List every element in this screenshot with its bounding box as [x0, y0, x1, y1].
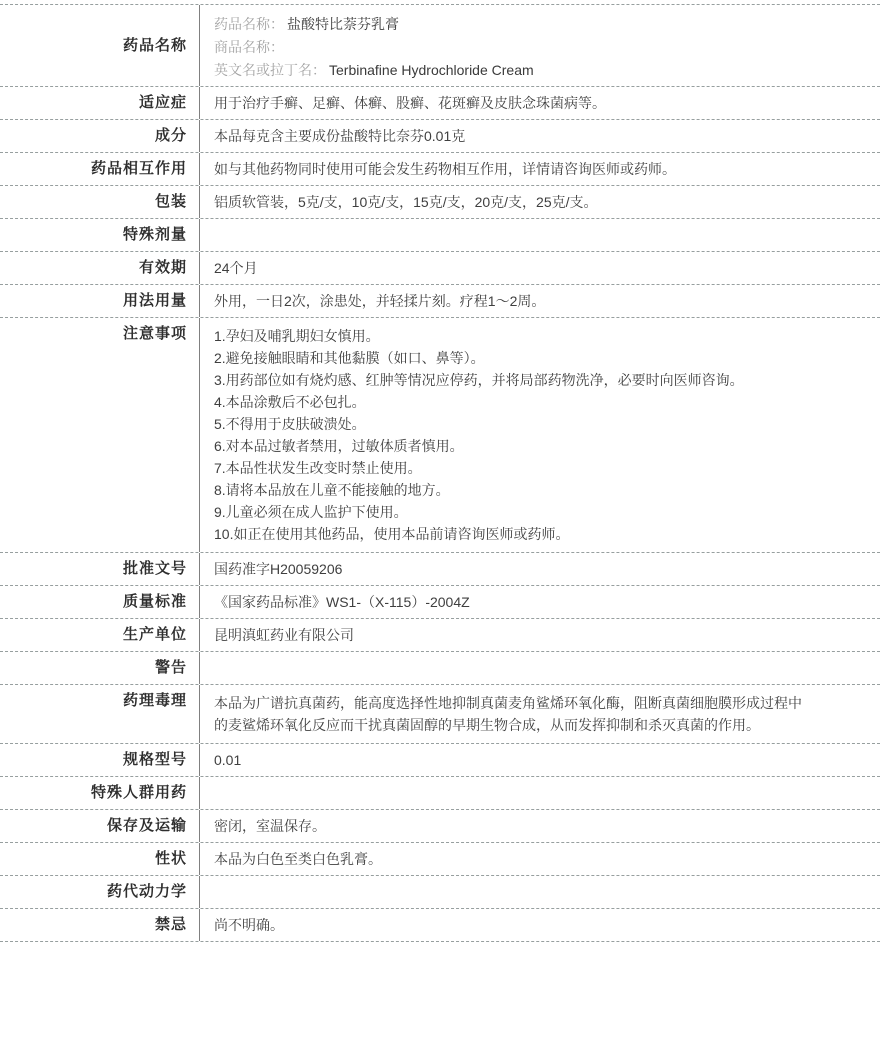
row-label: 特殊人群用药: [0, 777, 200, 809]
drug-spec-table: [0, 4, 880, 942]
table-row-drug-name: [0, 5, 880, 87]
row-label: 保存及运输: [0, 810, 200, 842]
english-name-value: Terbinafine Hydrochloride Cream: [329, 62, 534, 78]
row-content: 外用，一日2次，涂患处，并轻揉片刻。疗程1～2周。: [214, 293, 546, 309]
precaution-item: 9.儿童必须在成人监护下使用。: [214, 504, 408, 520]
precaution-item: 3.用药部位如有烧灼感、红肿等情况应停药，并将局部药物洗净，必要时向医师咨询。: [214, 372, 744, 388]
row-label: 成分: [0, 120, 200, 152]
table-row-drug-interactions: [0, 153, 880, 186]
table-row-shelf-life: [0, 252, 880, 285]
table-row-packaging: [0, 186, 880, 219]
row-content: [200, 777, 880, 809]
row-label: 生产单位: [0, 619, 200, 651]
row-content: 0.01: [214, 752, 242, 768]
precaution-item: 7.本品性状发生改变时禁止使用。: [214, 460, 422, 476]
row-content: 昆明滇虹药业有限公司: [214, 627, 354, 643]
row-content: [200, 219, 880, 251]
row-content: [200, 318, 880, 552]
row-content: 用于治疗手癣、足癣、体癣、股癣、花斑癣及皮肤念珠菌病等。: [214, 95, 606, 111]
row-content: 《国家药品标准》WS1-（X-115）-2004Z: [214, 594, 470, 610]
precaution-item: 8.请将本品放在儿童不能接触的地方。: [214, 482, 450, 498]
table-row-precautions: [0, 318, 880, 553]
table-row-specification: [0, 744, 880, 777]
precaution-item: 2.避免接触眼睛和其他黏膜（如口、鼻等）。: [214, 350, 485, 366]
row-label: 用法用量: [0, 285, 200, 317]
english-name-prefix: 英文名或拉丁名：: [214, 62, 326, 78]
drug-name-value: 盐酸特比萘芬乳膏: [287, 16, 399, 32]
table-row-quality-standard: [0, 586, 880, 619]
row-label: 药代动力学: [0, 876, 200, 908]
row-label: 药品相互作用: [0, 153, 200, 185]
table-row-usage-dosage: [0, 285, 880, 318]
row-content: 如与其他药物同时使用可能会发生药物相互作用，详情请咨询医师或药师。: [214, 161, 676, 177]
table-row-indications: [0, 87, 880, 120]
row-label: 性状: [0, 843, 200, 875]
row-content: [200, 876, 880, 908]
row-label: 有效期: [0, 252, 200, 284]
row-content: 本品为广谱抗真菌药，能高度选择性地抑制真菌麦角鲨烯环氧化酶，阻断真菌细胞膜形成过程中的麦鲨烯环氧化反应而干扰真菌固醇的早期生物合成，从而发挥抑制和杀灭真菌的作用。: [214, 695, 802, 733]
table-row-contraindications: [0, 909, 880, 942]
row-label: 适应症: [0, 87, 200, 119]
row-content: 国药准字H20059206: [214, 561, 343, 577]
precaution-item: 4.本品涂敷后不必包扎。: [214, 394, 366, 410]
row-label: 特殊剂量: [0, 219, 200, 251]
row-content: 24个月: [214, 260, 258, 276]
english-name-line: [214, 59, 854, 82]
table-row-manufacturer: [0, 619, 880, 652]
row-label: 规格型号: [0, 744, 200, 776]
row-content: 本品每克含主要成份盐酸特比奈芬0.01克: [214, 128, 466, 144]
row-content: [200, 5, 880, 86]
row-label: 注意事项: [0, 318, 200, 552]
table-row-ingredients: [0, 120, 880, 153]
drug-name-prefix: 药品名称：: [214, 16, 284, 32]
table-row-special-populations: [0, 777, 880, 810]
row-content: 铝质软管装，5克/支，10克/支，15克/支，20克/支，25克/支。: [214, 194, 598, 210]
row-label: 药品名称: [0, 5, 200, 86]
table-row-pharmacokinetics: [0, 876, 880, 909]
table-row-description: [0, 843, 880, 876]
row-label: 质量标准: [0, 586, 200, 618]
precaution-item: 5.不得用于皮肤破溃处。: [214, 416, 366, 432]
row-label: 包装: [0, 186, 200, 218]
drug-name-line: [214, 13, 854, 36]
precaution-item: 10.如正在使用其他药品，使用本品前请咨询医师或药师。: [214, 526, 570, 542]
table-row-warning: [0, 652, 880, 685]
precaution-item: 6.对本品过敏者禁用，过敏体质者慎用。: [214, 438, 464, 454]
row-content: [200, 652, 880, 684]
row-label: 药理毒理: [0, 685, 200, 743]
row-content: 本品为白色至类白色乳膏。: [214, 851, 382, 867]
trade-name-prefix: 商品名称：: [214, 39, 284, 55]
row-label: 批准文号: [0, 553, 200, 585]
row-label: 禁忌: [0, 909, 200, 941]
precaution-item: 1.孕妇及哺乳期妇女慎用。: [214, 328, 380, 344]
table-row-approval-number: [0, 553, 880, 586]
table-row-special-dosage: [0, 219, 880, 252]
table-row-storage-transport: [0, 810, 880, 843]
row-content: 尚不明确。: [214, 917, 284, 933]
row-label: 警告: [0, 652, 200, 684]
row-content: 密闭，室温保存。: [214, 818, 326, 834]
trade-name-line: [214, 36, 854, 59]
table-row-pharmacology-toxicology: [0, 685, 880, 744]
